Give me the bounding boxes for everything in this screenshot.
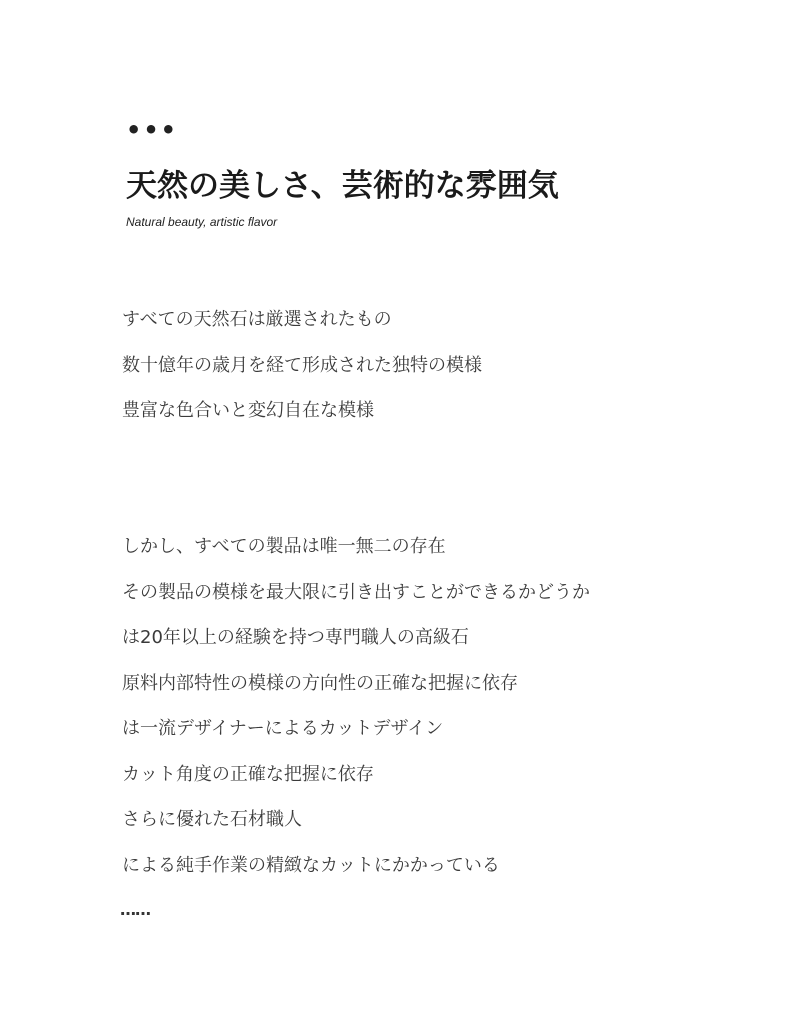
text-line: しかし、すべての製品は唯一無二の存在	[122, 536, 446, 557]
page-title: 天然の美しさ、芸術的な雰囲気	[126, 168, 559, 204]
text-line: カット角度の正確な把握に依存	[122, 763, 374, 785]
ellipsis: ……	[120, 900, 150, 919]
text-line: は20年以上の経験を持つ専門職人の高級石	[122, 627, 469, 648]
text-line: 豊富な色合いと変幻自在な模様	[122, 400, 374, 421]
text-line: は一流デザイナーによるカットデザイン	[122, 718, 444, 739]
intro-paragraph	[122, 308, 482, 445]
page-subtitle: Natural beauty, artistic flavor	[126, 215, 278, 229]
text-line: 数十億年の歳月を経て形成された独特の模様	[122, 354, 482, 376]
decorative-dots: •••	[126, 116, 179, 144]
craft-paragraph	[122, 535, 590, 899]
text-line: さらに優れた石材職人	[122, 809, 302, 830]
text-line: すべての天然石は厳選されたもの	[122, 309, 392, 330]
text-line: による純手作業の精緻なカットにかかっている	[122, 854, 500, 876]
text-line: その製品の模様を最大限に引き出すことができるかどうか	[122, 581, 590, 603]
text-line: 原料内部特性の模様の方向性の正確な把握に依存	[122, 672, 518, 694]
